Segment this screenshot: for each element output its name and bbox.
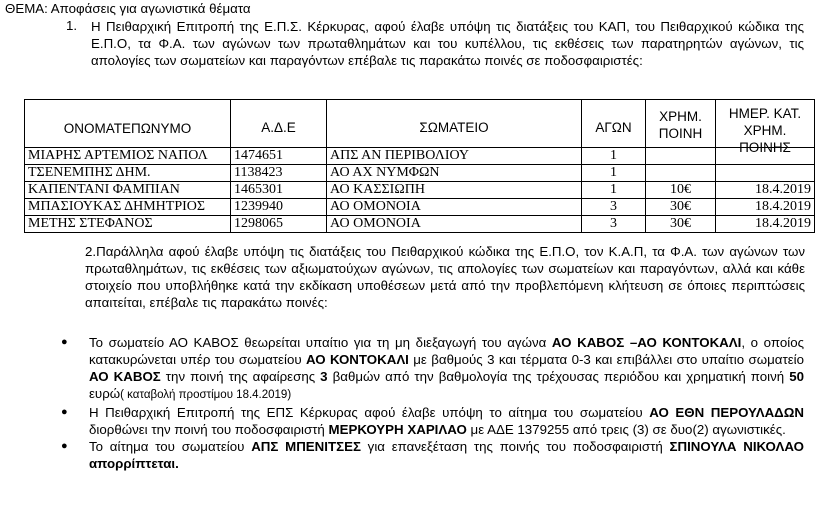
cell-fine: 30€ xyxy=(646,199,716,216)
table-row xyxy=(25,199,815,216)
cell-name: ΚΑΠΕΝΤΑΝΙ ΦΑΜΠΙΑΝ xyxy=(25,182,231,199)
cell-fine: 30€ xyxy=(646,216,716,233)
cell-ade: 1239940 xyxy=(231,199,327,216)
cell-fine xyxy=(646,148,716,165)
decisions-list xyxy=(0,334,829,472)
list-item: ● Η Πειθαρχική Επιτροπή της ΕΠΣ Κέρκυρας αφού έλαβε υπόψη το αίτημα του σωματείου ΑΟ ΕΘΝ ΠΕΡΟΥΛΑΔΩΝ διορθώνει την ποινή του ποδοσφαιριστή ΜΕΡΚΟΥΡΗ ΧΑΡΙΛΑΟ με ΑΔΕ 1379255 από τρεις (3) σε δυο(2) αγωνιστικές. xyxy=(61,405,804,437)
table-row xyxy=(25,216,815,233)
cell-ade: 1138423 xyxy=(231,165,327,182)
cell-club: ΑΟ ΟΜΟΝΟΙΑ xyxy=(327,199,582,216)
header-date: ΗΜΕΡ. ΚΑΤ. ΧΡΗΜ. ΠΟΙΝΗΣ xyxy=(716,100,815,148)
table-row xyxy=(25,148,815,165)
header-name: ΟΝΟΜΑΤΕΠΩΝΥΜΟ xyxy=(25,100,231,148)
cell-ade: 1465301 xyxy=(231,182,327,199)
cell-fine xyxy=(646,165,716,182)
cell-date xyxy=(716,165,815,182)
header-ade: Α.Δ.Ε xyxy=(231,100,327,148)
cell-games: 1 xyxy=(582,165,646,182)
cell-games: 3 xyxy=(582,216,646,233)
header-fine: ΧΡΗΜ. ΠΟΙΝΗ xyxy=(646,100,716,148)
header-club: ΣΩΜΑΤΕΙΟ xyxy=(327,100,582,148)
penalties-table xyxy=(24,99,815,233)
bullet-icon: ● xyxy=(61,406,68,418)
cell-date: 18.4.2019 xyxy=(716,216,815,233)
item-2-paragraph: 2.Παράλληλα αφού έλαβε υπόψη τις διατάξεις του Πειθαρχικού κώδικα της Ε.Π.Ο, τον Κ.Α.Π, τα Φ.Α. των αγώνων των πρωταθλημάτων, τις εκθέσεις των αξιωματούχων αγώνων, τις απολογίες των σωματείων και παραγόντων, αλλά και κάθε στοιχείο που υποβλήθηκε κατά την εκδίκαση υποθέσεων μετά από την προβλεπόμενη κλήτευση σε όποιες περιπτώσεις απαιτείται, επέβαλε τις παρακάτω ποινές: xyxy=(85,244,805,310)
table-row xyxy=(25,182,815,199)
bullet-icon: ● xyxy=(61,440,68,452)
table-row xyxy=(25,165,815,182)
cell-name: ΜΠΑΣΙΟΥΚΑΣ ΔΗΜΗΤΡΙΟΣ xyxy=(25,199,231,216)
cell-date: 18.4.2019 xyxy=(716,182,815,199)
cell-fine: 10€ xyxy=(646,182,716,199)
cell-ade: 1474651 xyxy=(231,148,327,165)
cell-club: ΑΟ ΑΧ ΝΥΜΦΩΝ xyxy=(327,165,582,182)
cell-name: ΤΣΕΝΕΜΠΗΣ ΔΗΜ. xyxy=(25,165,231,182)
cell-club: ΑΟ ΟΜΟΝΟΙΑ xyxy=(327,216,582,233)
cell-club: ΑΟ ΚΑΣΣΙΩΠΗ xyxy=(327,182,582,199)
item-1-paragraph: Η Πειθαρχική Επιτροπή της Ε.Π.Σ. Κέρκυρας, αφού έλαβε υπόψη τις διατάξεις του ΚΑΠ, του Πειθαρχικού κώδικα της Ε.Π.Ο, τα Φ.Α. των αγώνων των πρωταθλημάτων και του κυπέλλου, τις εκθέσεις των παρατηρητών αγώνων, τις απολογίες των σωματείων και παραγόντων επέβαλε τις παρακάτω ποινές σε ποδοσφαιριστές: xyxy=(91,19,804,68)
cell-name: ΜΕΤΗΣ ΣΤΕΦΑΝΟΣ xyxy=(25,216,231,233)
bullet-icon: ● xyxy=(61,336,68,348)
cell-club: ΑΠΣ ΑΝ ΠΕΡΙΒΟΛΙΟΥ xyxy=(327,148,582,165)
cell-ade: 1298065 xyxy=(231,216,327,233)
cell-games: 1 xyxy=(582,182,646,199)
list-item: ● Το σωματείο ΑΟ ΚΑΒΟΣ θεωρείται υπαίτιο για τη μη διεξαγωγή του αγώνα ΑΟ ΚΑΒΟΣ –ΑΟ ΚΟΝΤΟΚΑΛΙ, ο οποίος κατακυρώνεται υπέρ του σωματείου ΑΟ ΚΟΝΤΟΚΑΛΙ με βαθμούς 3 και τέρματα 0-3 και επιβάλλει στο υπαίτιο σωματείο ΑΟ ΚΑΒΟΣ την ποινή της αφαίρεσης 3 βαθμών από την βαθμολογία της τρέχουσας περιόδου και χρηματική ποινή 50 ευρώ( καταβολή προστίμου 18.4.2019) xyxy=(61,335,805,401)
item-1-number: 1. xyxy=(66,18,78,33)
table-header-row xyxy=(25,100,815,148)
header-games: ΑΓΩΝ xyxy=(582,100,646,148)
cell-games: 3 xyxy=(582,199,646,216)
cell-date: 18.4.2019 xyxy=(716,199,815,216)
cell-name: ΜΙΑΡΗΣ ΑΡΤΕΜΙΟΣ ΝΑΠΟΛ xyxy=(25,148,231,165)
cell-games: 1 xyxy=(582,148,646,165)
document-heading: ΘΕΜΑ: Αποφάσεις για αγωνιστικά θέματα xyxy=(5,1,251,16)
list-item: ● Το αίτημα του σωματείου ΑΠΣ ΜΠΕΝΙΤΣΕΣ για επανεξέταση της ποινής του ποδοσφαιριστή ΣΠΙΝΟΥΛΑ ΝΙΚΟΛΑΟ απορρίπτεται. xyxy=(61,439,804,471)
